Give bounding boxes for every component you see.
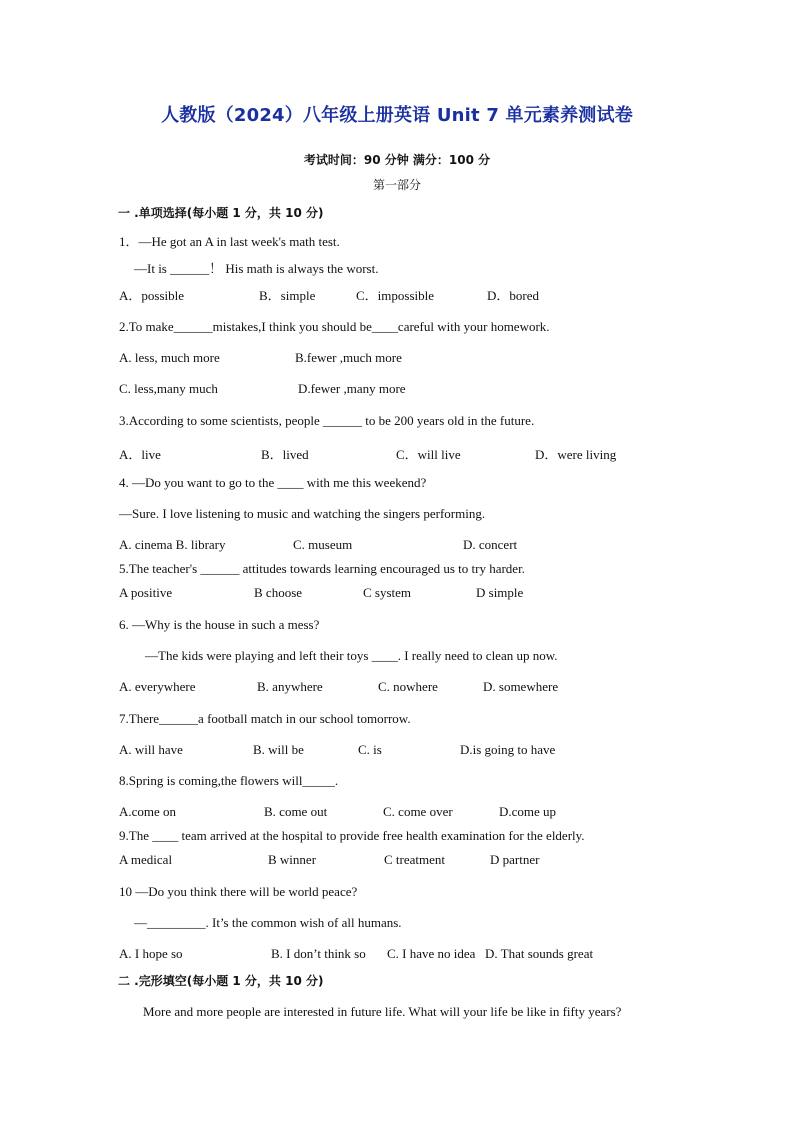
cloze-paragraph-line: More and more people are interested in future life. What will your life be like in fifty years? xyxy=(143,1004,622,1019)
question-10-option-d: D. That sounds great xyxy=(485,946,594,961)
question-4-option-d: D. concert xyxy=(463,537,518,552)
question-1-option-c: C．impossible xyxy=(356,288,435,303)
question-8-option-c: C. come over xyxy=(383,804,453,819)
question-5-option-a: A positive xyxy=(119,585,173,600)
question-1-line-1: 1．—He got an A in last week's math test. xyxy=(119,234,340,249)
question-3-option-b: B．lived xyxy=(261,447,309,462)
exam-info: 考试时间：90 分钟 满分：100 分 xyxy=(303,153,491,167)
question-3-option-d: D．were living xyxy=(535,447,617,462)
question-9-option-d: D partner xyxy=(490,852,540,867)
question-3-line-1: 3.According to some scientists, people ______ to be 200 years old in the future. xyxy=(119,413,535,428)
page-title: 人教版（2024）八年级上册英语 Unit 7 单元素养测试卷 xyxy=(161,105,633,126)
question-2-option-c: C. less,many much xyxy=(119,381,218,396)
question-8-option-b: B. come out xyxy=(264,804,328,819)
question-1-option-d: D．bored xyxy=(487,288,539,303)
question-6-option-b: B. anywhere xyxy=(257,679,323,694)
question-1-option-a: A．possible xyxy=(119,288,185,303)
section-heading-cloze: 二 .完形填空(每小题 1 分，共 10 分) xyxy=(118,974,324,988)
question-5-option-b: B choose xyxy=(254,585,303,600)
question-8-option-a: A.come on xyxy=(119,804,177,819)
question-2-line-1: 2.To make______mistakes,I think you should be____careful with your homework. xyxy=(119,319,550,334)
question-8-option-d: D.come up xyxy=(499,804,557,819)
question-5-option-d: D simple xyxy=(476,585,524,600)
question-9-line-1: 9.The ____ team arrived at the hospital to provide free health examination for the elderly. xyxy=(119,828,585,843)
question-9-option-a: A medical xyxy=(119,852,173,867)
question-2-option-d: D.fewer ,many more xyxy=(298,381,406,396)
question-6-line-2: —The kids were playing and left their toys ____. I really need to clean up now. xyxy=(145,648,558,663)
question-2-option-a: A. less, much more xyxy=(119,350,220,365)
question-7-option-c: C. is xyxy=(358,742,382,757)
question-3-option-a: A．live xyxy=(119,447,161,462)
question-7-option-a: A. will have xyxy=(119,742,183,757)
part-label: 第一部分 xyxy=(372,178,421,192)
question-10-line-1: 10 —Do you think there will be world peace? xyxy=(119,884,358,899)
question-4-line-1: 4. —Do you want to go to the ____ with me this weekend? xyxy=(119,475,427,490)
question-10-option-c: C. I have no idea xyxy=(387,946,476,961)
question-9-option-b: B winner xyxy=(268,852,317,867)
question-4-line-2: —Sure. I love listening to music and watching the singers performing. xyxy=(119,506,486,521)
question-8-line-1: 8.Spring is coming,the flowers will_____. xyxy=(119,773,339,788)
question-4-option-ab: A. cinema B. library xyxy=(119,537,226,552)
question-1-option-b: B．simple xyxy=(259,288,316,303)
question-6-option-d: D. somewhere xyxy=(483,679,559,694)
question-3-option-c: C．will live xyxy=(396,447,461,462)
question-10-option-b: B. I don’t think so xyxy=(271,946,366,961)
question-9-option-c: C treatment xyxy=(384,852,446,867)
question-6-option-c: C. nowhere xyxy=(378,679,438,694)
question-5-line-1: 5.The teacher's ______ attitudes towards learning encouraged us to try harder. xyxy=(119,561,525,576)
question-5-option-c: C system xyxy=(363,585,412,600)
question-7-option-d: D.is going to have xyxy=(460,742,556,757)
question-10-line-2: —_________. It’s the common wish of all humans. xyxy=(134,915,402,930)
question-7-line-1: 7.There______a football match in our school tomorrow. xyxy=(119,711,411,726)
question-6-option-a: A. everywhere xyxy=(119,679,196,694)
question-4-option-c: C. museum xyxy=(293,537,353,552)
question-10-option-a: A. I hope so xyxy=(119,946,183,961)
question-2-option-b: B.fewer ,much more xyxy=(295,350,402,365)
question-6-line-1: 6. —Why is the house in such a mess? xyxy=(119,617,320,632)
section-heading-single-choice: 一 .单项选择(每小题 1 分，共 10 分) xyxy=(118,206,324,220)
question-7-option-b: B. will be xyxy=(253,742,304,757)
question-1-line-2: —It is ______！ His math is always the worst. xyxy=(134,261,379,276)
